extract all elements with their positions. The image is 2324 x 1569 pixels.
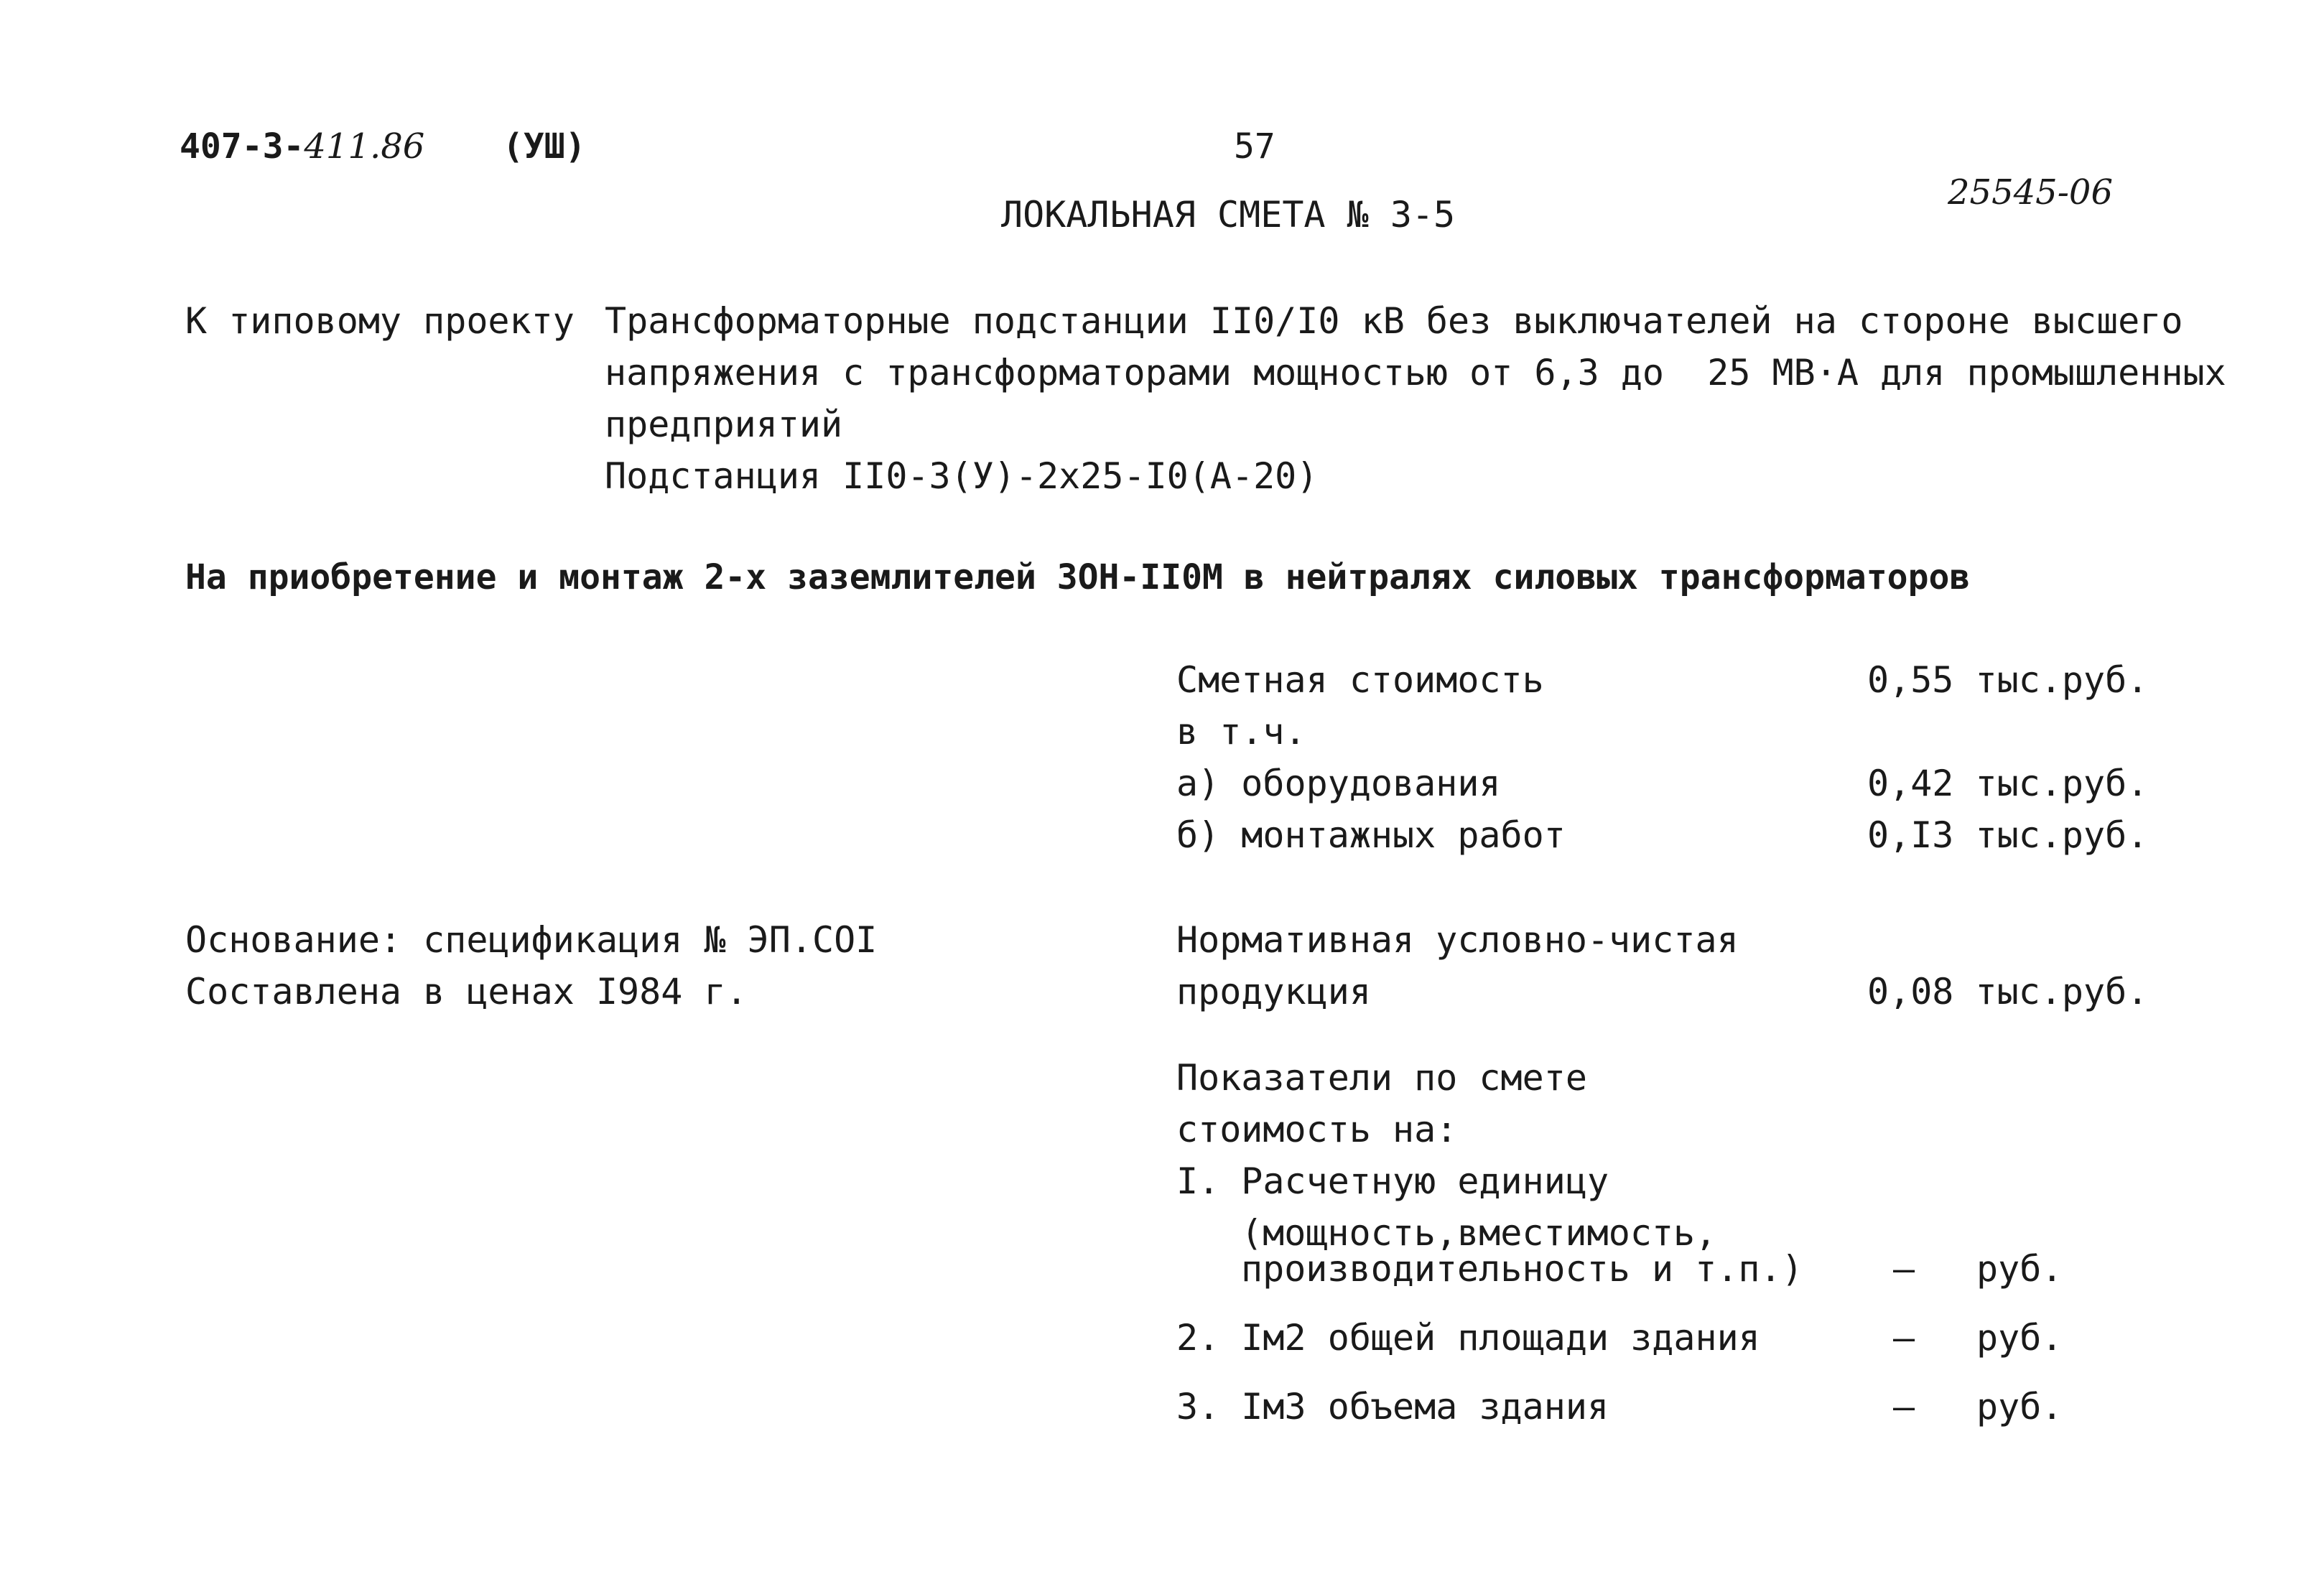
normative-value: 0,08 тыс.руб.	[1867, 971, 2149, 1012]
page-title: ЛОКАЛЬНАЯ СМЕТА № 3-5	[1001, 194, 1456, 236]
normative-line-1: Нормативная условно-чистая	[1176, 919, 1739, 961]
project-label: К типовому проекту	[185, 300, 575, 342]
indicator-item-3-dash: –	[1893, 1386, 1915, 1428]
doc-code	[180, 126, 425, 167]
indicator-item-1-dash: –	[1893, 1248, 1915, 1290]
indicator-item-1-unit: руб.	[1976, 1248, 2063, 1290]
indicator-item-3-unit: руб.	[1976, 1386, 2063, 1428]
indicators-heading-1: Показатели по смете	[1176, 1057, 1587, 1099]
indicator-item-1-title: I. Расчетную единицу	[1176, 1160, 1609, 1202]
project-line-4: Подстанция II0-3(У)-2х25-I0(А-20)	[605, 455, 1319, 497]
doc-code-printed: 407-3-	[180, 126, 305, 167]
project-line-3: предприятий	[605, 404, 843, 445]
installation-label: б) монтажных работ	[1176, 814, 1566, 856]
project-line-2: напряжения с трансформаторами мощностью от 6,3 до 25 МВ·А для промышленных	[605, 352, 2226, 394]
stamp-number: 25545-06	[1948, 172, 2113, 213]
indicator-item-1-sub-2: производительность и т.п.)	[1241, 1248, 1803, 1290]
total-cost-value: 0,55 тыс.руб.	[1867, 659, 2149, 701]
basis-line-1: Основание: спецификация № ЭП.СОI	[185, 919, 878, 961]
purpose-line: На приобретение и монтаж 2-х заземлителей ЗОН-II0М в нейтралях силовых трансформаторов	[185, 557, 1971, 597]
volume-label: (УШ)	[503, 126, 586, 167]
page-number: 57	[1234, 126, 1275, 167]
indicator-item-2-unit: руб.	[1976, 1317, 2063, 1359]
indicator-item-1-sub-1: (мощность,вместимость,	[1241, 1212, 1717, 1254]
doc-code-handwritten: 411.86	[304, 126, 425, 167]
equipment-value: 0,42 тыс.руб.	[1867, 763, 2149, 804]
including-label: в т.ч.	[1176, 711, 1306, 753]
indicator-item-3: 3. Iм3 объема здания	[1176, 1386, 1609, 1428]
installation-value: 0,I3 тыс.руб.	[1867, 814, 2149, 856]
indicators-heading-2: стоимость на:	[1176, 1109, 1458, 1150]
normative-line-2: продукция	[1176, 971, 1371, 1012]
indicator-item-2: 2. Iм2 общей площади здания	[1176, 1317, 1760, 1359]
basis-line-2: Составлена в ценах I984 г.	[185, 971, 748, 1012]
indicator-item-2-dash: –	[1893, 1317, 1915, 1359]
total-cost-label: Сметная стоимость	[1176, 659, 1544, 701]
project-line-1: Трансформаторные подстанции II0/I0 кВ без выключателей на стороне высшего	[605, 300, 2183, 342]
equipment-label: а) оборудования	[1176, 763, 1501, 804]
